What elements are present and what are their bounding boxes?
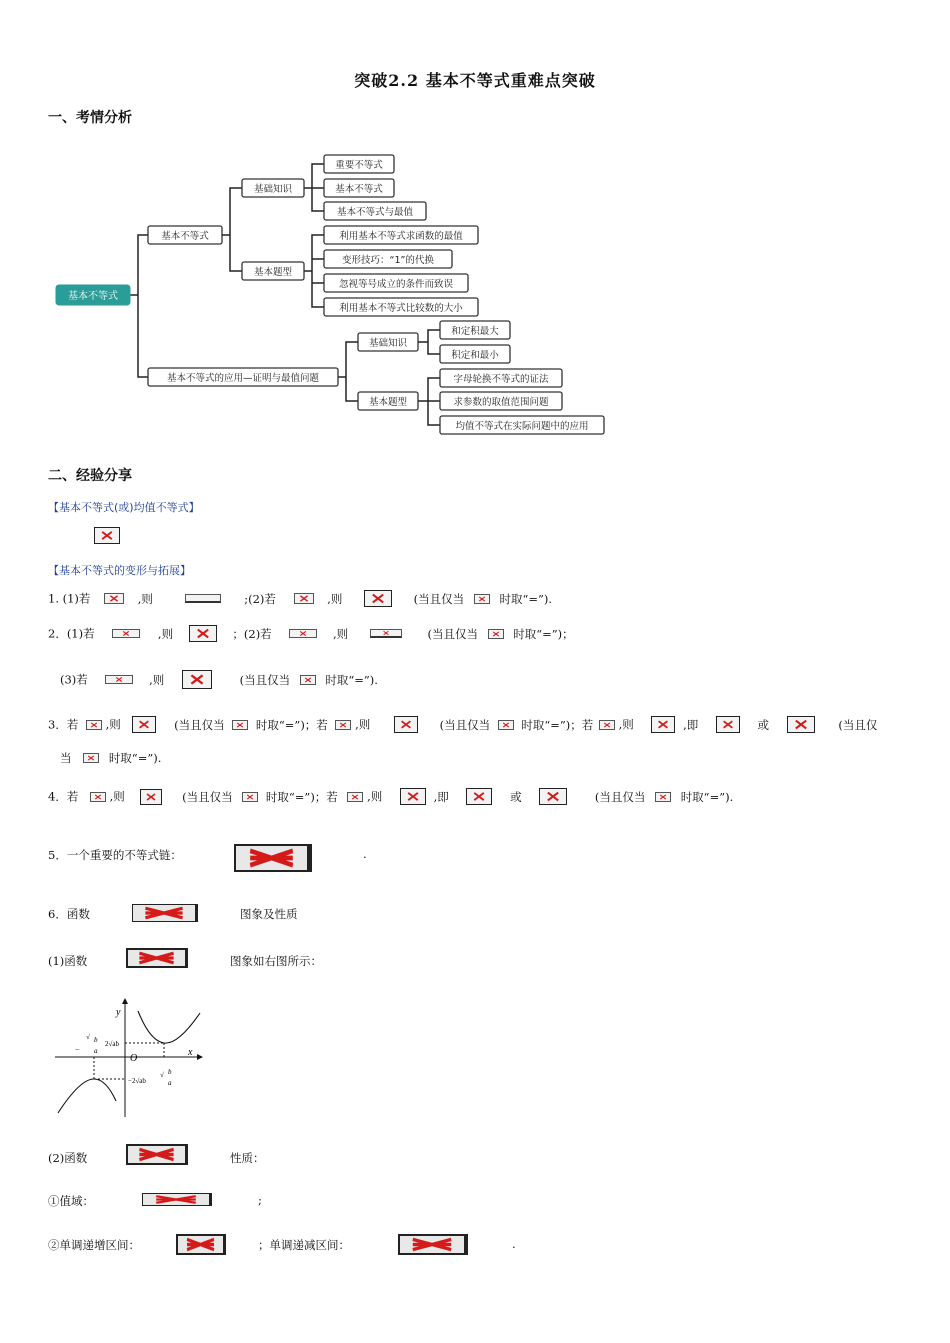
item-3-cont: 当 时取“=”). xyxy=(60,751,162,765)
formula-image-icon xyxy=(90,792,106,802)
formula-image-icon xyxy=(83,753,99,763)
item-2-3: (3)若 ,则 (当且仅当 时取“=”). xyxy=(60,670,378,689)
curve-left xyxy=(58,1079,116,1113)
formula-image-icon xyxy=(140,789,162,805)
formula-image-icon xyxy=(189,625,217,642)
formula-image-icon xyxy=(132,904,198,922)
section-heading-1: 一、考情分析 xyxy=(48,110,132,126)
final-period: . xyxy=(512,1237,516,1251)
item-5: 5．一个重要的不等式链： xyxy=(48,848,182,862)
formula-image-icon xyxy=(394,716,418,733)
item-6-1-label: (1)函数 xyxy=(48,954,88,968)
formula-image-icon xyxy=(86,720,102,730)
mindmap-leaf: 忽视等号成立的条件而致误 xyxy=(338,279,454,290)
item-6-text: 图象及性质 xyxy=(240,907,298,921)
mindmap-leaf: 基本不等式与最值 xyxy=(336,207,414,218)
mindmap-leaf: 字母轮换不等式的证法 xyxy=(453,374,549,385)
monotonic-inc-label: ②单调递增区间： xyxy=(48,1238,140,1252)
subheading-basic: 【基本不等式(或)均值不等式】 xyxy=(48,501,200,514)
inequality-chain-formula xyxy=(234,844,312,872)
svg-text:O: O xyxy=(130,1053,138,1064)
formula-image-icon xyxy=(94,527,120,544)
svg-text:x: x xyxy=(188,1047,193,1058)
mindmap-b2-basic: 基础知识 xyxy=(368,338,408,349)
mindmap-leaf: 重要不等式 xyxy=(335,160,383,171)
formula-image-icon xyxy=(370,629,402,638)
mindmap-b2-types: 基本题型 xyxy=(368,397,408,408)
formula-image-icon xyxy=(176,1234,226,1255)
formula-image-icon xyxy=(400,788,426,805)
mindmap-leaf: 基本不等式 xyxy=(335,184,383,195)
item-3: 3．若 ,则 (当且仅当 时取“=”)；若 ,则 (当且仅当 时取“=”)；若 ,则 ,即 或 (当且仅 xyxy=(48,717,878,732)
svg-text:−2√ab: −2√ab xyxy=(128,1077,146,1085)
formula-image-icon xyxy=(651,716,675,733)
formula-image-icon xyxy=(498,720,514,730)
formula-image-icon xyxy=(294,593,314,604)
svg-text:√: √ xyxy=(86,1033,90,1041)
formula-image-icon xyxy=(232,720,248,730)
formula-image-icon xyxy=(787,716,815,733)
formula-image-icon xyxy=(716,716,740,733)
formula-image-icon xyxy=(242,792,258,802)
formula-image-icon xyxy=(289,629,317,638)
mind-map xyxy=(0,140,950,445)
formula-image-icon xyxy=(335,720,351,730)
item-6-1-text: 图象如右图所示： xyxy=(230,954,322,968)
formula-image-icon xyxy=(126,948,188,968)
range-semicolon: ; xyxy=(258,1193,262,1207)
formula-image-icon xyxy=(655,792,671,802)
monotonic-dec-label: ；单调递减区间： xyxy=(258,1238,350,1252)
formula-image-icon xyxy=(539,788,567,805)
formula-image-icon xyxy=(185,594,221,603)
formula-image-icon xyxy=(364,590,392,607)
svg-text:2√ab: 2√ab xyxy=(105,1040,119,1048)
formula-image-icon xyxy=(488,629,504,639)
item-5-period: . xyxy=(363,847,367,861)
svg-text:√: √ xyxy=(160,1071,164,1079)
mindmap-root-label: 基本不等式 xyxy=(68,291,118,302)
formula-image-icon xyxy=(126,1144,188,1165)
subheading-ext: 【基本不等式的变形与拓展】 xyxy=(48,564,191,577)
section-heading-2: 二、经验分享 xyxy=(48,468,132,484)
formula-image-icon xyxy=(474,594,490,604)
formula-image-icon xyxy=(234,844,312,872)
mindmap-leaf: 求参数的取值范围问题 xyxy=(453,397,549,408)
item-4: 4．若 ,则 (当且仅当 时取“=”)；若 ,则 ,即 或 (当且仅当 时取“=”). xyxy=(48,789,734,804)
svg-text:a: a xyxy=(168,1079,172,1087)
formula-image-icon xyxy=(599,720,615,730)
formula-image-icon xyxy=(104,593,124,604)
item-2: 2．(1)若 ,则 ；(2)若 ,则 (当且仅当 时取“=”)； xyxy=(48,626,574,641)
svg-text:y: y xyxy=(116,1007,121,1018)
formula-image-icon xyxy=(398,1234,468,1255)
mindmap-branch1: 基本不等式 xyxy=(161,231,209,242)
mindmap-leaf: 均值不等式在实际问题中的应用 xyxy=(455,421,589,432)
item-1: 1. (1)若 ,则 ;(2)若 ,则 (当且仅当 时取“=”). xyxy=(48,591,553,606)
mindmap-branch2: 基本不等式的应用—证明与最值问题 xyxy=(166,373,320,384)
mindmap-b1-basic: 基础知识 xyxy=(253,184,293,195)
item-6-2-label: (2)函数 xyxy=(48,1151,88,1165)
page-title: 突破2.2 基本不等式重难点突破 xyxy=(354,71,596,90)
mindmap-leaf: 和定积最大 xyxy=(451,326,499,337)
formula-image-icon xyxy=(466,788,492,805)
curve-right xyxy=(138,1011,200,1043)
mindmap-leaf: 变形技巧：“1”的代换 xyxy=(342,255,434,266)
formula-image-icon xyxy=(300,675,316,685)
mindmap-leaf: 利用基本不等式求函数的最值 xyxy=(339,231,463,242)
formula-image-icon xyxy=(112,629,140,638)
formula-image-icon xyxy=(142,1193,212,1206)
svg-text:b: b xyxy=(94,1036,98,1044)
range-label: ①值域： xyxy=(48,1194,94,1208)
svg-text:−: − xyxy=(75,1045,80,1054)
item-6-label: 6．函数 xyxy=(48,907,90,921)
formula-image-icon xyxy=(105,675,133,684)
formula-image-icon xyxy=(182,670,212,689)
formula-image-icon xyxy=(347,792,363,802)
function-graph xyxy=(50,995,210,1120)
svg-text:a: a xyxy=(94,1047,98,1055)
svg-text:b: b xyxy=(168,1068,172,1076)
item-6-2-text: 性质： xyxy=(230,1151,265,1165)
mindmap-leaf: 利用基本不等式比较数的大小 xyxy=(339,303,463,314)
formula-image-icon xyxy=(132,716,156,733)
mindmap-b1-types: 基本题型 xyxy=(253,267,293,278)
mindmap-leaf: 积定和最小 xyxy=(451,350,499,361)
